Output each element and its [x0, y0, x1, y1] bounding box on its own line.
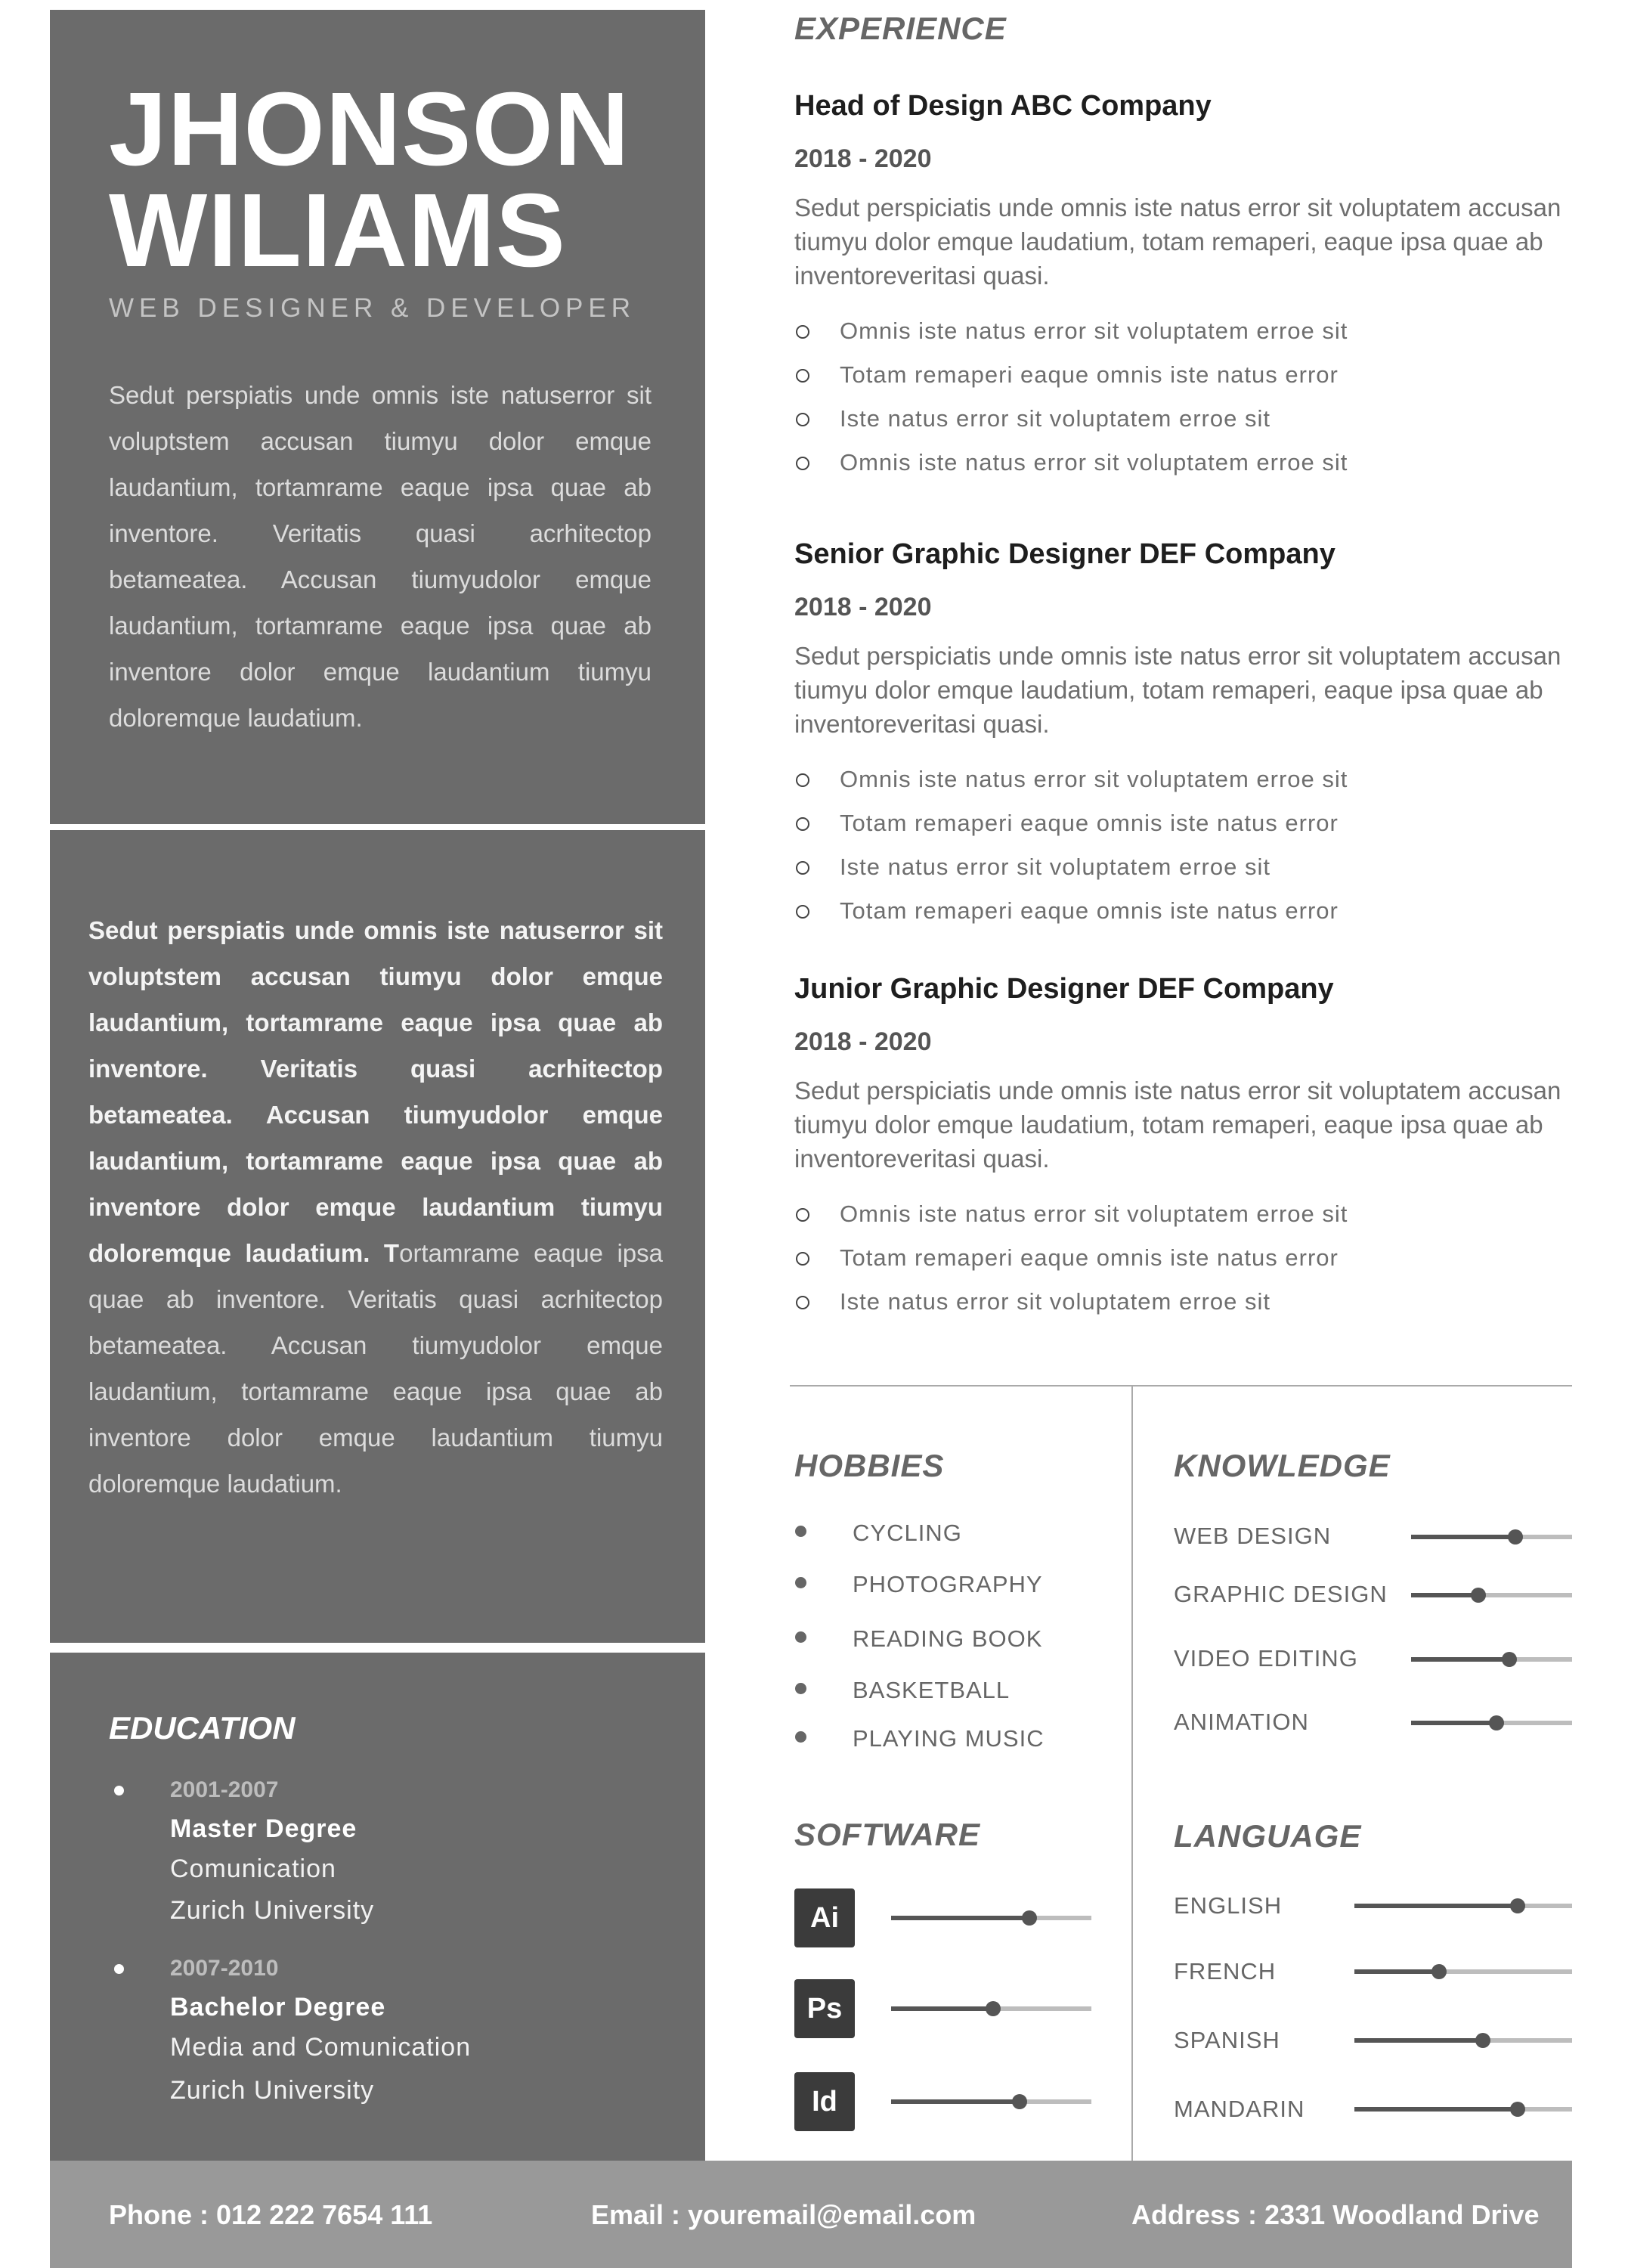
job-title: Senior Graphic Designer DEF Company	[794, 538, 1336, 570]
language-label: MANDARIN	[1174, 2096, 1305, 2122]
bullet-text: Omnis iste natus error sit voluptatem erroe sit	[840, 1201, 1348, 1227]
bullet-text: Omnis iste natus error sit voluptatem erroe sit	[840, 766, 1348, 792]
skill-slider	[1411, 1593, 1572, 1597]
circle-bullet-icon	[796, 773, 809, 787]
about-text	[88, 907, 663, 1507]
slider-knob	[1489, 1715, 1504, 1730]
bullet-icon	[795, 1731, 806, 1743]
circle-bullet-icon	[796, 1296, 809, 1309]
bullet-icon	[795, 1526, 806, 1537]
name-heading	[109, 71, 630, 289]
job-bullet	[794, 801, 1580, 845]
slider-fill	[1354, 1969, 1439, 1974]
job-entry	[794, 537, 1580, 933]
bullet-icon	[795, 1631, 806, 1643]
hobby-item: READING BOOK	[853, 1625, 1043, 1652]
contact-footer	[50, 2161, 1572, 2268]
bullet-text: Omnis iste natus error sit voluptatem erroe sit	[840, 318, 1348, 344]
skill-slider	[1411, 1721, 1572, 1725]
education-school: Zurich University	[170, 2076, 375, 2105]
software-title: SOFTWARE	[794, 1817, 980, 1852]
knowledge-title: KNOWLEDGE	[1174, 1448, 1391, 1483]
bullet-text: Omnis iste natus error sit voluptatem erroe sit	[840, 449, 1348, 476]
circle-bullet-icon	[796, 1208, 809, 1222]
job-role: WEB DESIGNER & DEVELOPER	[109, 293, 636, 323]
address-text: Address : 2331 Woodland Drive	[1131, 2199, 1540, 2230]
job-bullets	[794, 309, 1580, 485]
job-bullet	[794, 845, 1580, 889]
experience-title: EXPERIENCE	[794, 11, 1007, 46]
bullet-text: Iste natus error sit voluptatem erroe sit	[840, 1288, 1271, 1315]
slider-knob	[1475, 2033, 1490, 2048]
bullet-icon	[114, 1964, 124, 1974]
skill-slider	[1354, 2107, 1572, 2112]
skill-slider	[891, 1916, 1091, 1920]
phone-text: Phone : 012 222 7654 111	[109, 2199, 433, 2230]
circle-bullet-icon	[796, 861, 809, 875]
education-school: Zurich University	[170, 1896, 375, 1925]
bullet-icon	[114, 1786, 124, 1796]
bullet-text: Totam remaperi eaque omnis iste natus error	[840, 897, 1339, 924]
job-bullet	[794, 353, 1580, 397]
job-bullet	[794, 758, 1580, 801]
knowledge-label: WEB DESIGN	[1174, 1523, 1332, 1549]
job-bullet	[794, 309, 1580, 353]
slider-fill	[891, 2006, 993, 2011]
bullet-icon	[795, 1683, 806, 1694]
email-text: Email : youremail@email.com	[591, 2199, 976, 2230]
hobby-item: PLAYING MUSIC	[853, 1725, 1045, 1752]
job-bullets	[794, 1192, 1580, 1324]
education-years: 2001-2007	[170, 1777, 279, 1802]
circle-bullet-icon	[796, 1252, 809, 1266]
slider-fill	[1411, 1657, 1509, 1662]
software-ps-icon: Ps	[794, 1979, 855, 2038]
skill-slider	[1354, 1969, 1572, 1974]
slider-fill	[1354, 2038, 1483, 2043]
skill-slider	[891, 2099, 1091, 2104]
skill-slider	[891, 2006, 1091, 2011]
education-degree: Master Degree	[170, 1814, 357, 1843]
education-title: EDUCATION	[109, 1710, 296, 1746]
column-divider	[1131, 1386, 1133, 2161]
about-text-regular: ortamrame eaque ipsa quae ab inventore. Veritatis quasi acrhitectop betameatea. Accusan tiumyudolor emque laudantium, tortamrame eaque ipsa quae ab inventore dolor emque laudantium tiumyu doloremque laudatium.	[88, 1239, 663, 1498]
education-field: Media and Comunication	[170, 2033, 472, 2062]
knowledge-label: ANIMATION	[1174, 1709, 1309, 1735]
job-description: Sedut perspiciatis unde omnis iste natus error sit voluptatem accusan tiumyu dolor emque laudatium, totam remaperi, eaque ipsa quae ab inventoreveritasi quasi.	[794, 194, 1561, 290]
profile-intro: Sedut perspiatis unde omnis iste natuserror sit voluptstem accusan tiumyu dolor emque laudantium, tortamrame eaque ipsa quae ab inventore. Veritatis quasi acrhitectop betameatea. Accusan tiumyudolor emque laudantium, tortamrame eaque ipsa quae ab inventore dolor emque laudantium tiumyu doloremque laudatium.	[109, 381, 652, 732]
hobby-item: BASKETBALL	[853, 1677, 1011, 1703]
job-bullets	[794, 758, 1580, 933]
job-title: Junior Graphic Designer DEF Company	[794, 973, 1334, 1005]
slider-fill	[1354, 1904, 1518, 1908]
skill-slider	[1411, 1535, 1572, 1539]
bullet-text: Iste natus error sit voluptatem erroe sit	[840, 854, 1271, 880]
job-description: Sedut perspiciatis unde omnis iste natus error sit voluptatem accusan tiumyu dolor emque laudatium, totam remaperi, eaque ipsa quae ab inventoreveritasi quasi.	[794, 642, 1561, 738]
knowledge-label: GRAPHIC DESIGN	[1174, 1581, 1388, 1607]
hobbies-title: HOBBIES	[794, 1448, 945, 1483]
job-title: Head of Design ABC Company	[794, 90, 1212, 122]
education-degree: Bachelor Degree	[170, 1993, 386, 2022]
slider-knob	[1510, 2102, 1525, 2117]
job-entry	[794, 971, 1580, 1324]
slider-fill	[1411, 1535, 1515, 1539]
skill-slider	[1354, 1904, 1572, 1908]
software-id-icon: Id	[794, 2072, 855, 2131]
bullet-text: Totam remaperi eaque omnis iste natus error	[840, 361, 1339, 388]
circle-bullet-icon	[796, 457, 809, 470]
circle-bullet-icon	[796, 817, 809, 831]
job-description: Sedut perspiciatis unde omnis iste natus error sit voluptatem accusan tiumyu dolor emque laudatium, totam remaperi, eaque ipsa quae ab inventoreveritasi quasi.	[794, 1077, 1561, 1173]
slider-knob	[1471, 1588, 1486, 1603]
job-bullet	[794, 1280, 1580, 1324]
bullet-icon	[795, 1577, 806, 1588]
slider-knob	[1502, 1652, 1517, 1667]
job-entry	[794, 88, 1580, 485]
slider-knob	[986, 2001, 1001, 2016]
slider-knob	[1022, 1910, 1037, 1926]
slider-knob	[1508, 1529, 1523, 1545]
slider-fill	[891, 2099, 1020, 2104]
hobby-item: CYCLING	[853, 1520, 962, 1546]
circle-bullet-icon	[796, 905, 809, 919]
circle-bullet-icon	[796, 369, 809, 383]
bullet-text: Totam remaperi eaque omnis iste natus error	[840, 810, 1339, 836]
knowledge-label: VIDEO EDITING	[1174, 1645, 1358, 1672]
job-dates: 2018 - 2020	[794, 593, 932, 621]
language-label: SPANISH	[1174, 2027, 1280, 2053]
slider-knob	[1431, 1964, 1447, 1979]
job-bullet	[794, 397, 1580, 441]
software-ai-icon: Ai	[794, 1888, 855, 1947]
job-dates: 2018 - 2020	[794, 144, 932, 173]
job-bullet	[794, 441, 1580, 485]
education-years: 2007-2010	[170, 1956, 279, 1981]
bullet-text: Totam remaperi eaque omnis iste natus error	[840, 1244, 1339, 1271]
bullet-text: Iste natus error sit voluptatem erroe sit	[840, 405, 1271, 432]
skill-slider	[1411, 1657, 1572, 1662]
hobby-item: PHOTOGRAPHY	[853, 1571, 1043, 1597]
slider-fill	[891, 1916, 1029, 1920]
circle-bullet-icon	[796, 325, 809, 339]
section-divider	[790, 1385, 1572, 1387]
circle-bullet-icon	[796, 413, 809, 426]
slider-knob	[1012, 2094, 1027, 2109]
slider-knob	[1510, 1898, 1525, 1913]
language-title: LANGUAGE	[1174, 1818, 1362, 1854]
job-bullet	[794, 1236, 1580, 1280]
slider-fill	[1411, 1593, 1478, 1597]
skill-slider	[1354, 2038, 1572, 2043]
language-label: FRENCH	[1174, 1958, 1277, 1984]
last-name: WILIAMS	[109, 172, 566, 289]
job-bullet	[794, 1192, 1580, 1236]
first-name: JHONSON	[109, 71, 630, 187]
education-field: Comunication	[170, 1854, 336, 1883]
about-text-bold: Sedut perspiatis unde omnis iste natuserror sit voluptstem accusan tiumyu dolor emque laudantium, tortamrame eaque ipsa quae ab inventore. Veritatis quasi acrhitectop betameatea. Accusan tiumyudolor emque laudantium, tortamrame eaque ipsa quae ab inventore dolor emque laudantium tiumyu doloremque laudatium. T	[88, 916, 663, 1267]
language-label: ENGLISH	[1174, 1892, 1283, 1919]
slider-fill	[1354, 2107, 1518, 2112]
job-dates: 2018 - 2020	[794, 1027, 932, 1056]
slider-fill	[1411, 1721, 1496, 1725]
job-bullet	[794, 889, 1580, 933]
